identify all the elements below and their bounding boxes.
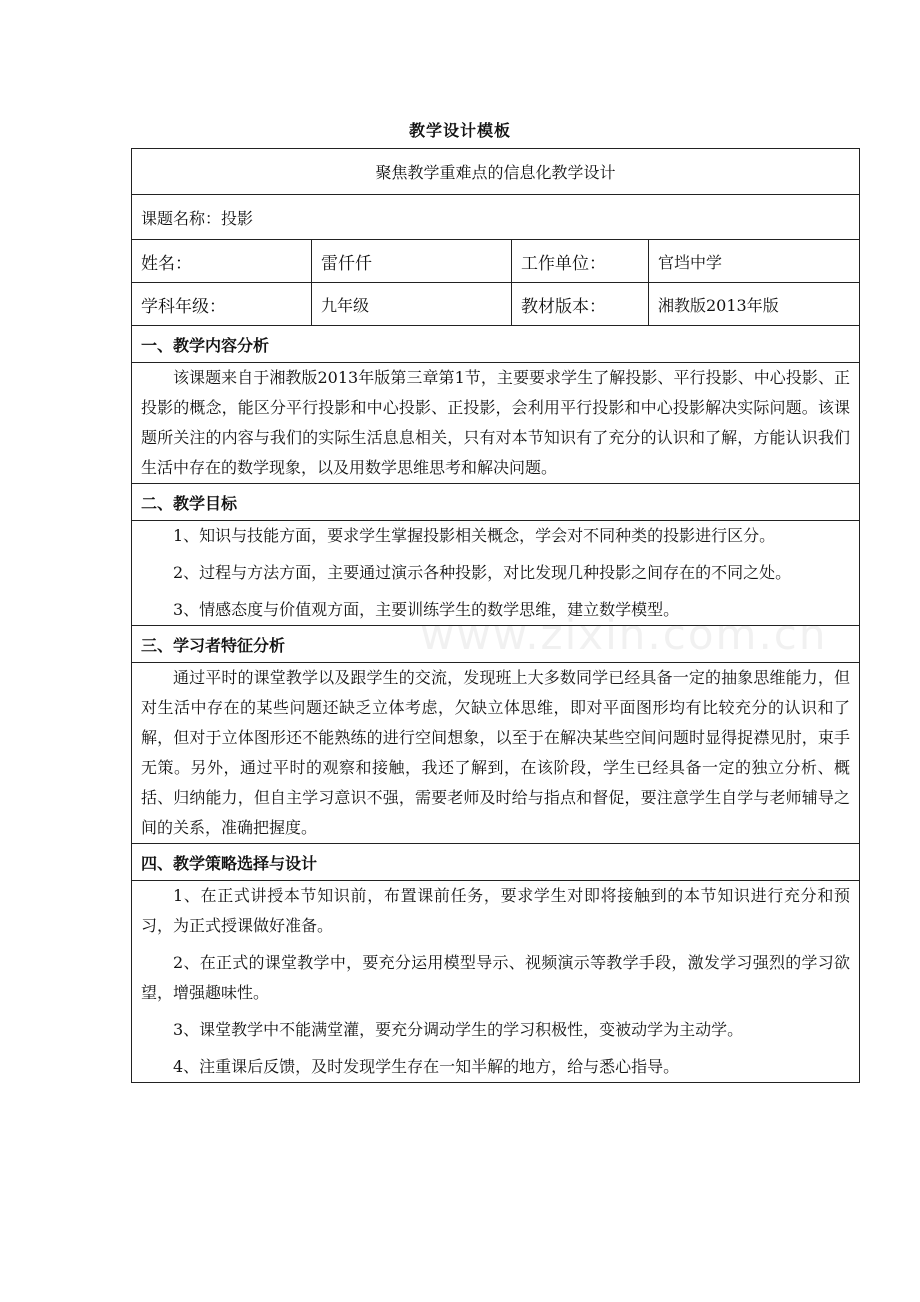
- paragraph: 该课题来自于湘教版2013年版第三章第1节，主要要求学生了解投影、平行投影、中心投影、正投影的概念，能区分平行投影和中心投影、正投影，会利用平行投影和中心投影解决实际问题。该课题所关注的内容与我们的实际生活息息相关，只有对本节知识有了充分的认识和了解，方能认识我们生活中存在的数学现象，以及用数学思维思考和解决问题。: [141, 368, 851, 477]
- document-title: 教学设计模板: [408, 121, 511, 140]
- section-heading-teaching-goals: 二、教学目标: [132, 484, 860, 521]
- grade-label: 学科年级：: [132, 283, 312, 326]
- name-value: 雷仟仟: [312, 240, 512, 283]
- paragraph: 3、课堂教学中不能满堂灌，要充分调动学生的学习积极性，变被动学为主动学。: [173, 1020, 744, 1039]
- paragraph: 1、知识与技能方面，要求学生掌握投影相关概念，学会对不同种类的投影进行区分。: [173, 526, 776, 545]
- paragraph: 4、注重课后反馈，及时发现学生存在一知半解的地方，给与悉心指导。: [173, 1057, 680, 1076]
- unit-label: 工作单位：: [512, 240, 649, 283]
- paragraph: 1、在正式讲授本节知识前，布置课前任务，要求学生对即将接触到的本节知识进行充分和预习，为正式授课做好准备。: [141, 886, 851, 935]
- paragraph: 3、情感态度与价值观方面，主要训练学生的数学思维，建立数学模型。: [173, 600, 680, 619]
- watermark: www.zixin.com.cn: [420, 610, 828, 659]
- unit-value: 官垱中学: [649, 240, 860, 283]
- lesson-design-table: [131, 148, 860, 1083]
- section-body-teaching-goals: [132, 521, 860, 626]
- grade-value: 九年级: [312, 283, 512, 326]
- section-heading-teaching-strategy: 四、教学策略选择与设计: [132, 844, 860, 881]
- paragraph: 通过平时的课堂教学以及跟学生的交流，发现班上大多数同学已经具备一定的抽象思维能力，但对生活中存在的某些问题还缺乏立体考虑，欠缺立体思维，即对平面图形均有比较充分的认识和了解，但对于立体图形还不能熟练的进行空间想象，以至于在解决某些空间问题时显得捉襟见肘，束手无策。另外，通过平时的观察和接触，我还了解到，在该阶段，学生已经具备一定的独立分析、概括、归纳能力，但自主学习意识不强，需要老师及时给与指点和督促，要注意学生自学与老师辅导之间的关系，准确把握度。: [141, 668, 851, 837]
- paragraph: 2、在正式的课堂教学中，要充分运用模型导示、视频演示等教学手段，激发学习强烈的学习欲望，增强趣味性。: [141, 953, 851, 1002]
- section-body-content-analysis: [132, 363, 860, 484]
- course-name: 课题名称：投影: [132, 195, 860, 240]
- name-label: 姓名：: [132, 240, 312, 283]
- section-body-learner-analysis: [132, 663, 860, 844]
- section-body-teaching-strategy: [132, 881, 860, 1083]
- table-title: 聚焦教学重难点的信息化教学设计: [132, 149, 860, 195]
- edition-label: 教材版本：: [512, 283, 649, 326]
- section-heading-content-analysis: 一、教学内容分析: [132, 326, 860, 363]
- paragraph: 2、过程与方法方面，主要通过演示各种投影，对比发现几种投影之间存在的不同之处。: [173, 563, 792, 582]
- section-heading-learner-analysis: 三、学习者特征分析: [132, 626, 860, 663]
- edition-value: 湘教版2013年版: [649, 283, 860, 326]
